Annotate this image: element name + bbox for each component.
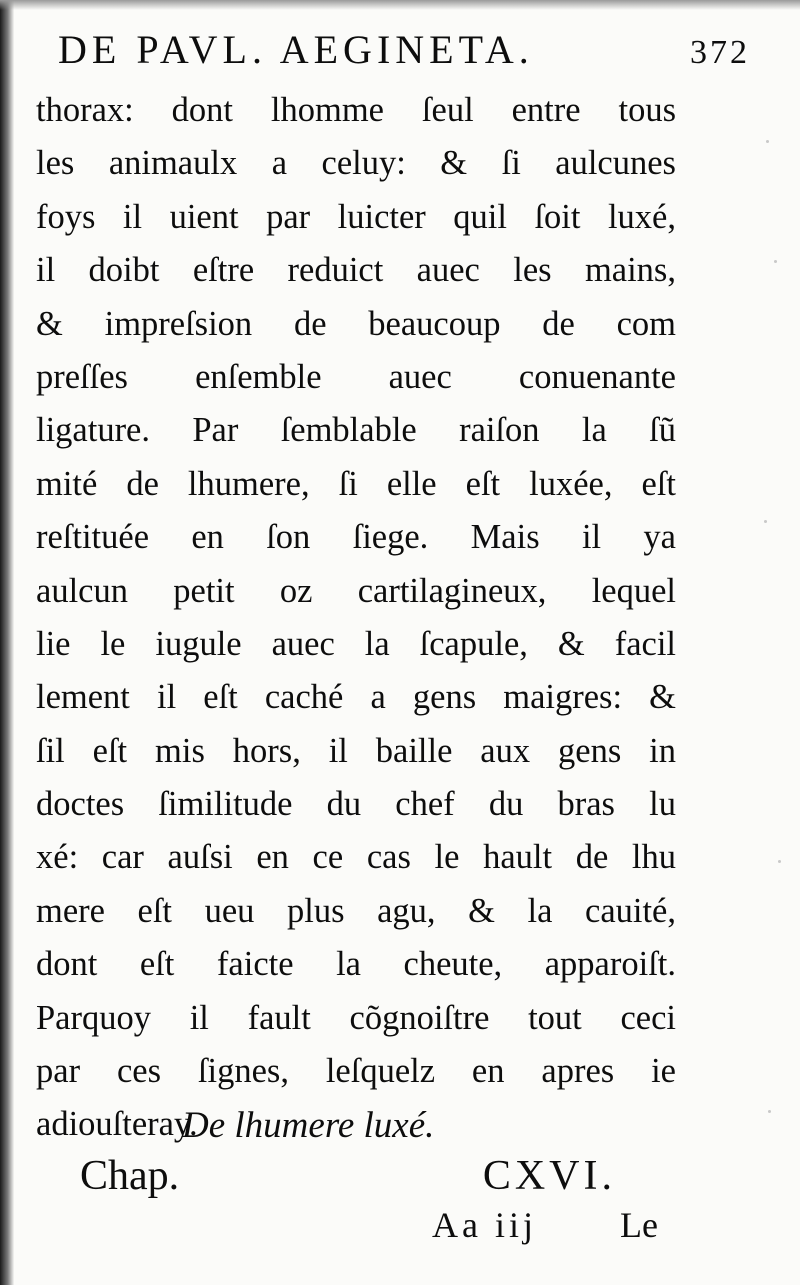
- margin-speck: [774, 260, 777, 263]
- margin-speck: [768, 1110, 771, 1113]
- text-line: xé: car auſsi en ce cas le hault de lhu: [36, 838, 676, 877]
- text-line: adiouſteray.: [36, 1105, 198, 1144]
- text-line: dont eſt faicte la cheute, apparoiſt.: [36, 945, 676, 984]
- text-line: lie le iugule auec la ſcapule, & facil: [36, 624, 676, 663]
- margin-speck: [764, 520, 767, 523]
- text-line: thorax: dont lhomme ſeul entre tous: [36, 91, 676, 129]
- text-line: aulcun petit oz cartilagineux, lequel: [36, 571, 676, 610]
- signature-mark: Aa iij: [432, 1205, 537, 1245]
- text-line: reſtituée en ſon ſiege. Mais il ya: [36, 518, 676, 557]
- margin-speck: [766, 140, 769, 143]
- text-line: ligature. Par ſemblable raiſon la ſũ: [36, 411, 676, 450]
- text-line: Parquoy il fault cõgnoiſtre tout ceci: [36, 998, 676, 1037]
- body-text: [36, 84, 676, 1152]
- text-line: doctes ſimilitude du chef du bras lu: [36, 785, 676, 824]
- text-line: il doibt eſtre reduict auec les mains,: [36, 251, 676, 290]
- text-line: les animaulx a celuy: & ſi aulcunes: [36, 144, 676, 183]
- section-heading: De lhumere luxé.: [182, 1105, 435, 1146]
- chapter-number: CXVI.: [482, 1153, 616, 1199]
- chapter-heading: [80, 1152, 616, 1202]
- page-footer: [432, 1204, 658, 1250]
- text-line: par ces ſignes, leſquelz en apres ie: [36, 1052, 676, 1091]
- text-line: ſil eſt mis hors, il baille aux gens in: [36, 731, 676, 770]
- scan-top-shadow: [0, 0, 800, 10]
- text-line: lement il eſt caché a gens maigres: &: [36, 678, 676, 717]
- text-line: preſſes enſemble auec conuenante: [36, 357, 676, 396]
- text-line: foys il uient par luicter quil ſoit luxé,: [36, 197, 676, 236]
- text-line: mité de lhumere, ſi elle eſt luxée, eſt: [36, 464, 676, 503]
- margin-specks: [760, 100, 790, 1200]
- scan-edge-shadow: [0, 0, 14, 1285]
- margin-speck: [778, 860, 781, 863]
- chapter-label: Chap.: [80, 1153, 180, 1199]
- page-header: [58, 26, 758, 82]
- text-line: mere eſt ueu plus agu, & la cauité,: [36, 891, 676, 930]
- text-line: & impreſsion de beaucoup de com: [36, 304, 676, 343]
- running-head: DE PAVL. AEGINETA.: [58, 27, 534, 72]
- page-number: 372: [690, 34, 750, 71]
- catchword: Le: [620, 1205, 658, 1245]
